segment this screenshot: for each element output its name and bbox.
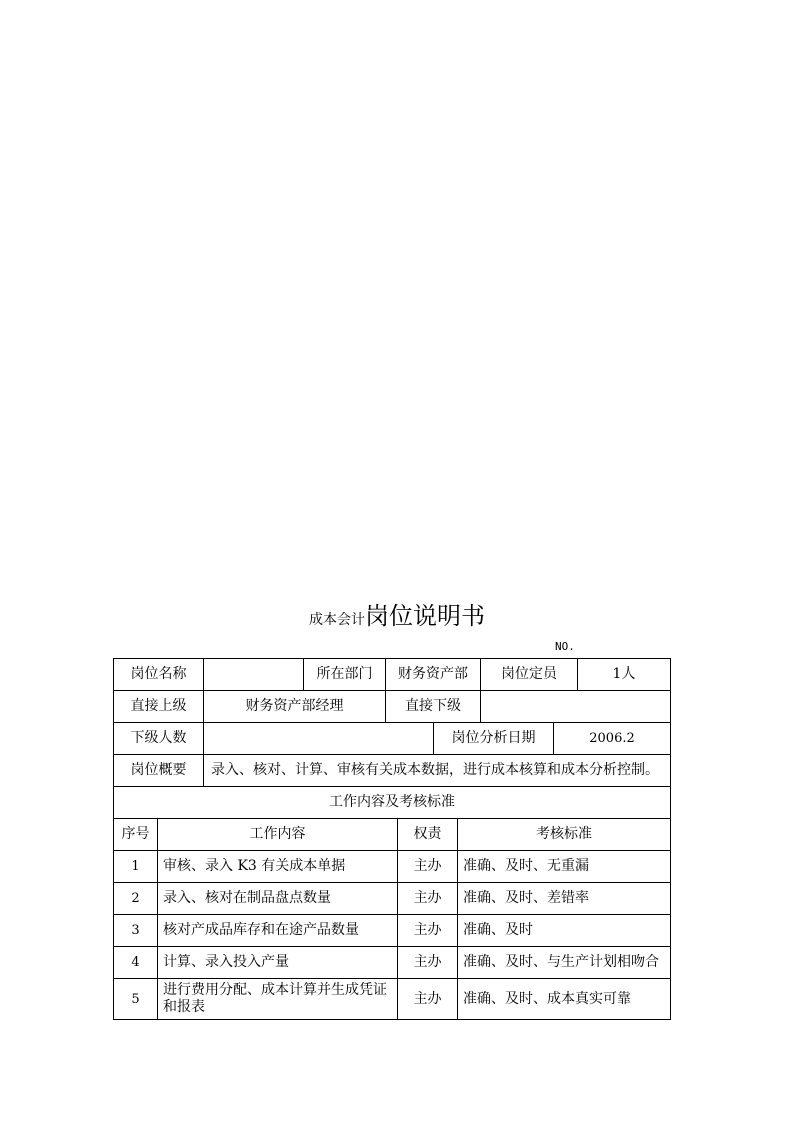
- position-name-label: 岗位名称: [114, 659, 204, 691]
- department-label: 所在部门: [304, 659, 386, 691]
- position-name-value: [204, 659, 304, 691]
- job-description-table: [113, 658, 671, 1020]
- duty-row-content: 计算、录入投入产量: [158, 947, 398, 979]
- duty-row-standard: 准确、及时、与生产计划相吻合: [458, 947, 671, 979]
- column-header-no: 序号: [114, 819, 158, 851]
- duty-row-content: 进行费用分配、成本计算并生成凭证和报表: [158, 979, 398, 1020]
- duty-row-responsibility: 主办: [398, 979, 458, 1020]
- superior-label: 直接上级: [114, 691, 204, 723]
- duty-row-standard: 准确、及时、差错率: [458, 883, 671, 915]
- headcount-label: 岗位定员: [481, 659, 578, 691]
- duty-row-content: 审核、录入 K3 有关成本单据: [158, 851, 398, 883]
- duty-row-content: 核对产成品库存和在途产品数量: [158, 915, 398, 947]
- department-value: 财务资产部: [386, 659, 481, 691]
- subordinate-count-label: 下级人数: [114, 723, 204, 755]
- duty-row-responsibility: 主办: [398, 851, 458, 883]
- duty-row-no: 3: [114, 915, 158, 947]
- headcount-value: 1人: [578, 659, 671, 691]
- duty-row-standard: 准确、及时、无重漏: [458, 851, 671, 883]
- duty-row-responsibility: 主办: [398, 947, 458, 979]
- duty-row-responsibility: 主办: [398, 915, 458, 947]
- title-prefix: 成本会计: [309, 612, 365, 628]
- subordinate-value: [481, 691, 671, 723]
- duty-row-responsibility: 主办: [398, 883, 458, 915]
- document-number-label: NO.: [555, 640, 575, 653]
- analysis-date-value: 2006.2: [554, 723, 671, 755]
- column-header-responsibility: 权责: [398, 819, 458, 851]
- duty-row-no: 5: [114, 979, 158, 1020]
- duty-row-standard: 准确、及时、成本真实可靠: [458, 979, 671, 1020]
- analysis-date-label: 岗位分析日期: [434, 723, 554, 755]
- document-title: [0, 600, 794, 636]
- column-header-content: 工作内容: [158, 819, 398, 851]
- summary-value: 录入、核对、计算、审核有关成本数据，进行成本核算和成本分析控制。: [204, 755, 671, 787]
- duty-row-no: 2: [114, 883, 158, 915]
- duty-row-no: 4: [114, 947, 158, 979]
- superior-value: 财务资产部经理: [204, 691, 386, 723]
- subordinate-label: 直接下级: [386, 691, 481, 723]
- subordinate-count-value: [204, 723, 434, 755]
- summary-label: 岗位概要: [114, 755, 204, 787]
- duties-section-title: 工作内容及考核标准: [114, 787, 671, 819]
- duty-row-content: 录入、核对在制品盘点数量: [158, 883, 398, 915]
- duty-row-standard: 准确、及时: [458, 915, 671, 947]
- title-main: 岗位说明书: [365, 602, 485, 630]
- duty-row-no: 1: [114, 851, 158, 883]
- column-header-standard: 考核标准: [458, 819, 671, 851]
